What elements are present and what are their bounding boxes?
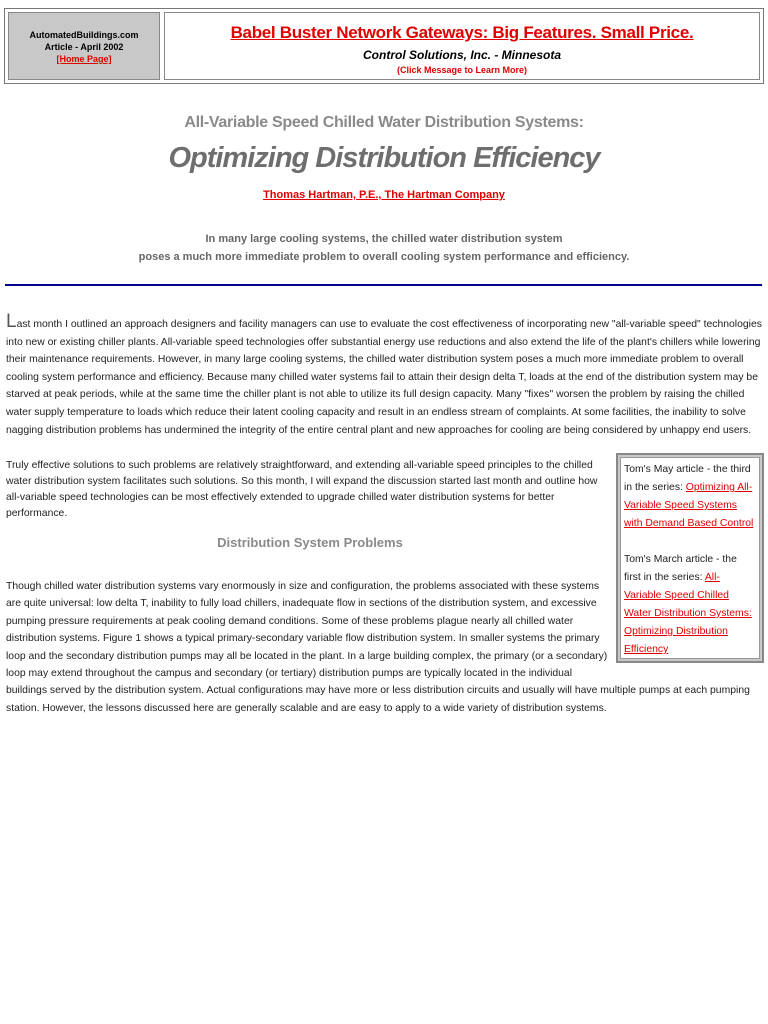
- related-articles-sidebar: [616, 453, 764, 663]
- paragraph-3-text: Though chilled water distribution systems vary enormously in size and configuration, the problems associated with these systems are quite universal: low delta T, inability to fully load chillers, inadequate flow in sections of the distribution system, and excessive pumping pressure requirements at peak cooling demand conditions. Some of these problems plague nearly all chilled water distribution systems. Figure 1 shows a typical primary-secondary variable flow distribution system. In smaller systems the primary loop and the secondary distribution pumps may all be located in the plant. In a large building complex, the primary (or a secondary) loop may extend throughout the campus and secondary (or tertiary) distribution pumps are typically located in the individual buildings served by the distribution system. Actual configurations may have more or less distribution circuits and usually will have multiple pumps at each pumping station. However, the lessons discussed here are generally scalable and are easy to apply to a wide variety of distribution systems.: [6, 581, 750, 714]
- ad-cta[interactable]: (Click Message to Learn More): [396, 65, 528, 75]
- article-lede: [0, 230, 768, 266]
- ad-company: Control Solutions, Inc. - Minnesota: [363, 48, 561, 62]
- lede-line-2: poses a much more immediate problem to overall cooling system performance and efficiency.: [138, 251, 630, 263]
- may-article-link[interactable]: Optimizing All-Variable Speed Systems with Demand Based Control: [624, 482, 754, 529]
- may-article-intro: Tom's May article - the third in the series:: [624, 464, 751, 493]
- drop-cap: L: [6, 311, 17, 332]
- header-banner: [4, 8, 764, 84]
- ad-box[interactable]: [164, 12, 760, 80]
- article-subtitle: All-Variable Speed Chilled Water Distribution Systems:: [184, 114, 584, 131]
- issue-date: Article - April 2002: [44, 42, 124, 52]
- site-info-box: [8, 12, 160, 80]
- paragraph-1-text: ast month I outlined an approach designers and facility managers can use to evaluate the cost effectiveness of incorporating new "all-variable speed" technologies into new or existing chiller plants. All-variable speed technologies offer substantial energy use reductions and also extend the life of the plant's chillers while lowering their maintenance requirements. However, in many large cooling systems, the chilled water distribution system poses a much more immediate problem to overall cooling system performance and efficiency. Because many chilled water systems fail to attain their design delta T, loads at the end of the distribution system may be starved at peak periods, while at the same time the chiller plant is not able to utilize its full design capacity. Many "fixes" worsen the problem by raising the chilled water supply temperature to loads which reduce their latent cooling capacity and result in an endless stream of complaints. At some facilities, the inability to solve nagging distribution problems has undermined the integrity of the entire central plant and new approaches for cooling are being considered by unhappy end users.: [6, 319, 762, 436]
- ad-title-link[interactable]: Babel Buster Network Gateways: Big Features. Small Price.: [230, 23, 694, 42]
- march-article-intro: Tom's March article - the first in the series:: [624, 554, 737, 583]
- home-page-link[interactable]: [Home Page]: [56, 54, 112, 64]
- site-name: AutomatedBuildings.com: [29, 30, 139, 40]
- sidebar-content: [620, 457, 760, 659]
- lede-line-1: In many large cooling systems, the chilled water distribution system: [205, 233, 563, 245]
- horizontal-rule: [5, 284, 762, 286]
- paragraph-1: [6, 311, 762, 439]
- paragraph-2: Truly effective solutions to such problems are relatively straightforward, and extending all-variable speed principles to the chilled water distribution system facilitates such solutions. So this month, I will expand the discussion started last month and outline how all-variable speed technologies can be most effectively extended to upgrade chilled water distribution systems for better performance.: [6, 460, 598, 519]
- section-heading: Distribution System Problems: [217, 535, 403, 550]
- author-link[interactable]: Thomas Hartman, P.E., The Hartman Company: [263, 189, 505, 201]
- article-title: Optimizing Distribution Efficiency: [168, 142, 600, 174]
- march-article-link[interactable]: All-Variable Speed Chilled Water Distribution Systems: Optimizing Distribution Efficiency: [624, 572, 752, 655]
